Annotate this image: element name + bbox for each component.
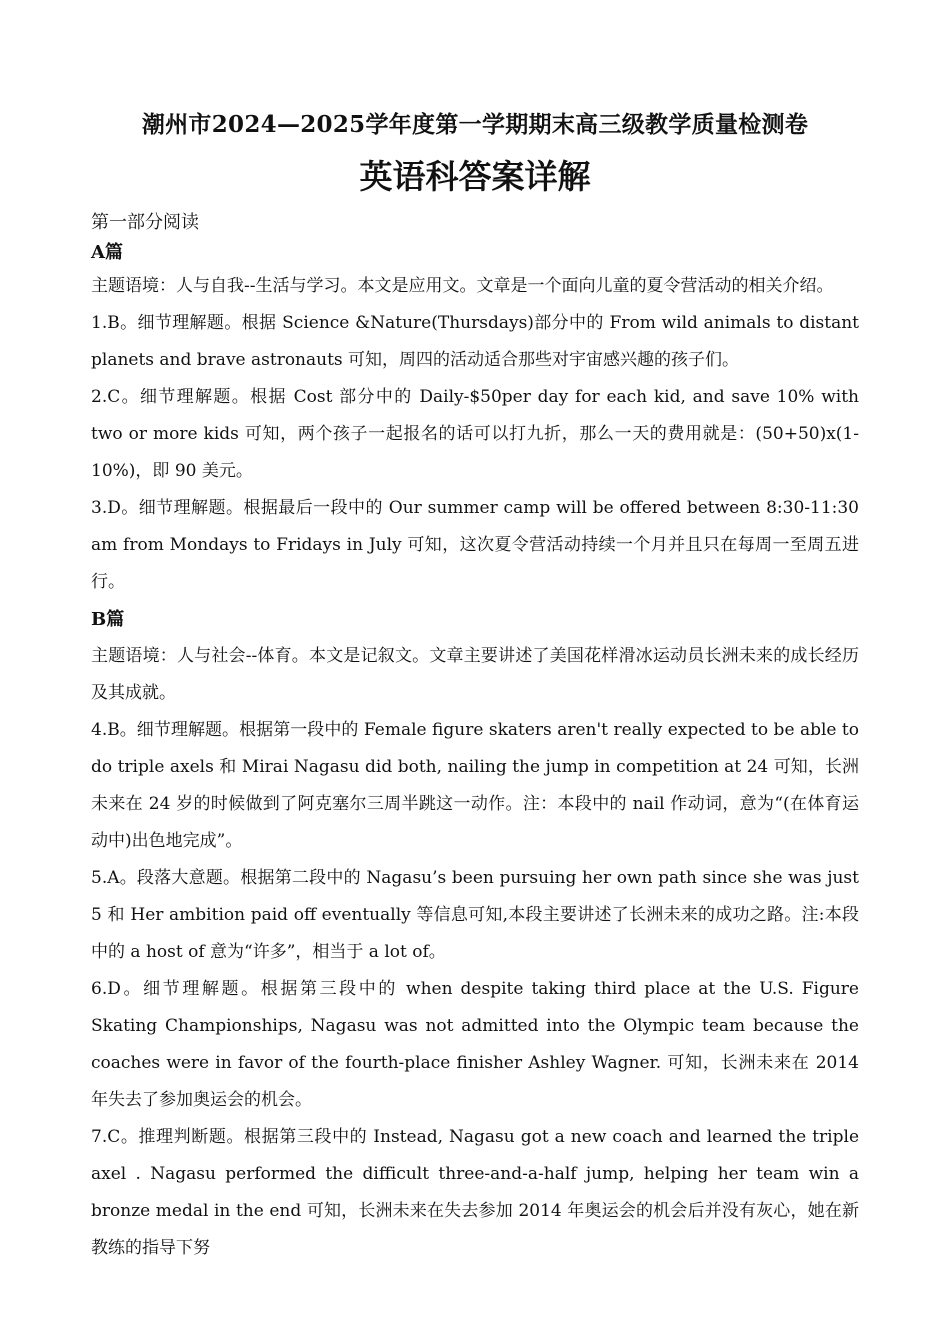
paragraph: 1.B。细节理解题。根据 Science &Nature(Thursdays)部分中的 From wild animals to distant planets and brave astronauts 可知，周四的活动适合那些对宇宙感兴趣的孩子们。 [91,313,859,370]
section-label-a: A篇 [91,242,123,263]
section-label-b: B篇 [91,609,125,630]
paragraph: 6.D。细节理解题。根据第三段中的 when despite taking third place at the U.S. Figure Skating Championships, Nagasu was not admitted into the Olympic team because the coaches were in favor of the fourth-place finisher Ashley Wagner. 可知，长洲未来在 2014 年失去了参加奥运会的机会。 [91,979,859,1110]
paragraph: 4.B。细节理解题。根据第一段中的 Female figure skaters aren't really expected to be able to do triple axels 和 Mirai Nagasu did both, nailing the jump in competition at 24 可知，长洲未来在 24 岁的时候做到了阿克塞尔三周半跳这一动作。注：本段中的 nail 作动词，意为“(在体育运动中)出色地完成”。 [91,720,859,851]
paragraph: 5.A。段落大意题。根据第二段中的 Nagasu’s been pursuing her own path since she was just 5 和 Her ambition paid off eventually 等信息可知,本段主要讲述了长洲未来的成功之路。注:本段中的 a host of 意为“许多”，相当于 a lot of。 [91,868,859,962]
paragraph: 主题语境：人与自我--生活与学习。本文是应用文。文章是一个面向儿童的夏令营活动的相关介绍。 [91,276,834,296]
paragraph: 3.D。细节理解题。根据最后一段中的 Our summer camp will be offered between 8:30-11:30 am from Mondays to Fridays in July 可知，这次夏令营活动持续一个月并且只在每周一至周五进行。 [91,498,859,592]
paragraph: 2.C。细节理解题。根据 Cost 部分中的 Daily-$50per day for each kid, and save 10% with two or more kids 可知，两个孩子一起报名的话可以打九折，那么一天的费用就是：(50+50)x(1-10%)，即 90 美元。 [91,387,859,481]
paragraph: 7.C。推理判断题。根据第三段中的 Instead, Nagasu got a new coach and learned the triple axel . Nagasu performed the difficult three-and-a-half jump, helping her team win a bronze medal in the end 可知，长洲未来在失去参加 2014 年奥运会的机会后并没有灰心，她在新教练的指导下努 [91,1127,859,1258]
document-title: 潮州市2024—2025学年度第一学期期末高三级教学质量检测卷 [141,111,809,138]
part-label: 第一部分阅读 [91,212,199,233]
document-content [91,108,859,1267]
document-subtitle: 英语科答案详解 [359,157,591,196]
paragraph: 主题语境：人与社会--体育。本文是记叙文。文章主要讲述了美国花样滑冰运动员长洲未来的成长经历及其成就。 [91,646,859,703]
